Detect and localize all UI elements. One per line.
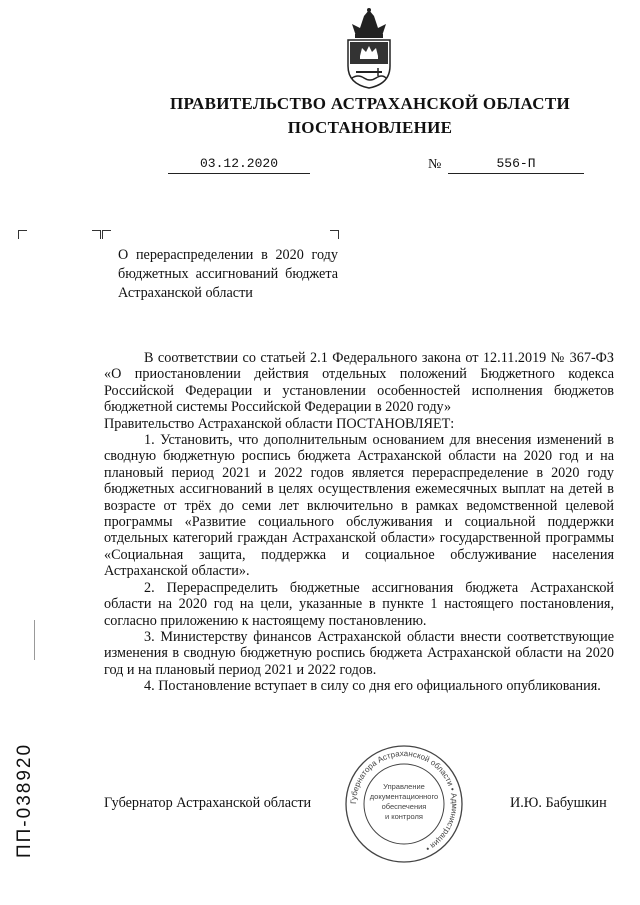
stamp-line-2: документационного <box>369 792 439 801</box>
coat-of-arms-emblem <box>340 6 398 90</box>
stamp-line-4: и контроля <box>384 812 424 821</box>
official-stamp <box>343 743 465 865</box>
margin-mark <box>34 620 35 660</box>
signatory-position: Губернатор Астраханской области <box>104 795 312 811</box>
corner-mark-top-left <box>18 230 27 239</box>
item-3-paragraph: 3. Министерству финансов Астраханской области внести соответствующие изменения в сводную бюджетную роспись бюджета Астраханской области на 2020 год и на плановый период 2021 и 2022 годов. <box>104 628 614 678</box>
resolves-paragraph: Правительство Астраханской области ПОСТАНОВЛЯЕТ: <box>104 415 455 432</box>
stamp-ring-text: Губернатора Астраханской области • Администрация • <box>348 748 460 854</box>
document-body <box>104 350 614 695</box>
corner-mark-top-right <box>330 230 339 239</box>
item-4-paragraph: 4. Постановление вступает в силу со дня его официального опубликования. <box>144 678 601 695</box>
document-type-title: ПОСТАНОВЛЕНИЕ <box>287 118 453 137</box>
corner-mark-top-mid-left <box>92 230 101 239</box>
registration-code-text: ПП-038920 <box>14 742 35 858</box>
document-subject: О перераспределении в 2020 году бюджетных ассигнований бюджета Астраханской области <box>118 247 338 301</box>
government-title: ПРАВИТЕЛЬСТВО АСТРАХАНСКОЙ ОБЛАСТИ <box>170 94 570 113</box>
registration-code <box>0 700 40 860</box>
document-date: 03.12.2020 <box>168 156 310 174</box>
document-number: 556-П <box>448 156 584 174</box>
item-1-paragraph: 1. Установить, что дополнительным основанием для внесения изменений в сводную бюджетную роспись бюджета Астраханской области на 2020 год и на плановый период 2021 и 2022 годов является перераспределение в 2020 году бюджетных ассигнований в целях осуществления ежемесячных выплат на детей в возрасте от трёх до семи лет включительно в рамках ведомственной целевой программы «Развитие социального обслуживания и социальной поддержки отдельных категорий граждан Астраханской области» государственной программы «Социальная защита, поддержка и социальное обслуживание населения Астраханской области». <box>104 432 614 580</box>
item-2-paragraph: 2. Перераспределить бюджетные ассигнования бюджета Астраханской области на 2020 год на цели, указанные в пункте 1 настоящего постановления, согласно приложению к настоящему постановлению. <box>104 579 614 629</box>
stamp-line-1: Управление <box>383 782 425 791</box>
number-sign: № <box>428 157 442 172</box>
signatory-name: И.Ю. Бабушкин <box>510 795 607 811</box>
corner-mark-top-mid-right <box>102 230 111 239</box>
stamp-line-3: обеспечения <box>381 802 427 811</box>
preamble-paragraph: В соответствии со статьей 2.1 Федерального закона от 12.11.2019 № 367-ФЗ «О приостановлении действия отдельных положений Бюджетного кодекса Российской Федерации и установлении особенностей исполнения бюджетов бюджетной системы Российской Федерации в 2020 году» <box>104 350 614 416</box>
